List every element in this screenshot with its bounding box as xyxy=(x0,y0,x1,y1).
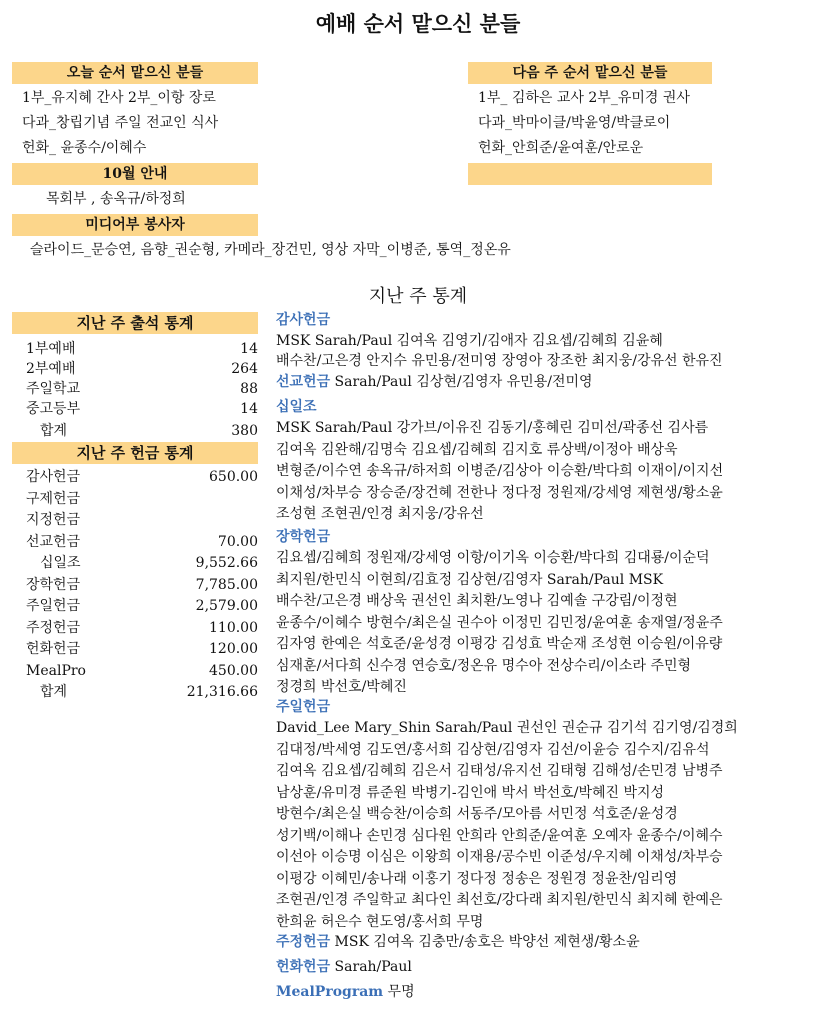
mission-label: 선교헌금 xyxy=(276,374,331,390)
next-line-1: 1부_ 김하은 교사 2부_유미경 권사 xyxy=(478,90,690,106)
october-line: 목회부 , 송옥규/하정희 xyxy=(46,191,186,207)
next-line-2: 다과_박마이클/박윤영/박클로이 xyxy=(478,115,671,131)
thanks-line-1: MSK Sarah/Paul 김여옥 김영기/김애자 김요셉/김혜희 김윤혜 xyxy=(276,333,663,349)
attendance-label: 1부예배 xyxy=(26,341,76,357)
donor-line: 조성현 조현권/인경 최지웅/강유선 xyxy=(276,506,484,522)
donor-line: 변형준/이수연 송옥규/하저희 이병준/김상아 이승환/박다희 이재이/이지선 xyxy=(276,463,724,479)
sunday-label: 주일헌금 xyxy=(276,699,331,715)
offering-label: 구제헌금 xyxy=(26,490,81,507)
stats-title: 지난 주 통계 xyxy=(368,286,468,307)
donor-line: 김요셉/김혜희 정원재/강세영 이항/이기옥 이승환/박다희 김대룡/이순덕 xyxy=(276,550,710,566)
jujeong-text: MSK 김여옥 김충만/송호은 박양선 제현생/황소윤 xyxy=(330,934,640,950)
next-line-3: 헌화_안희준/윤여훈/안로운 xyxy=(478,140,644,156)
offering-label: 주일헌금 xyxy=(26,598,81,614)
donor-line: 성기백/이해나 손민경 심다원 안희라 안희준/윤여훈 오예자 윤종수/이혜수 xyxy=(276,827,723,844)
flower-line xyxy=(276,957,412,977)
next-header: 다음 주 순서 맡으신 분들 xyxy=(468,62,712,84)
jujeong-label: 주정헌금 xyxy=(276,934,331,950)
attendance-value: 88 xyxy=(240,381,258,397)
offering-value: 110.00 xyxy=(209,619,258,636)
tithe-label: 십일조 xyxy=(276,399,317,415)
donor-line: 김대정/박세영 김도연/홍서희 김상현/김영자 김선/이윤승 김수지/김유석 xyxy=(276,741,710,758)
offering-value: 70.00 xyxy=(217,533,258,550)
donor-line: 김자영 한예은 석호준/윤성경 이평강 김성효 박순재 조성현 이승원/이유량 xyxy=(276,636,723,652)
offering-label: 장학헌금 xyxy=(26,576,81,593)
donor-line: MSK Sarah/Paul 강가브/이유진 김동기/홍혜린 김미선/곽종선 김사름 xyxy=(276,420,709,436)
donor-line: 김여옥 김요셉/김혜희 김은서 김태성/유지선 김태형 김해성/손민경 남병주 xyxy=(276,763,723,779)
today-line-1: 1부_유지혜 간사 2부_이항 장로 xyxy=(22,90,216,106)
thanks-label: 감사헌금 xyxy=(276,312,331,328)
donor-line: 한희윤 허은수 현도영/홍서희 무명 xyxy=(276,913,484,930)
jujeong-line xyxy=(276,932,640,952)
offering-label: MealPro xyxy=(26,662,86,679)
offering-header: 지난 주 헌금 통계 xyxy=(12,442,258,464)
offering-label: 감사헌금 xyxy=(26,469,81,485)
october-header: 10월 안내 xyxy=(12,163,258,185)
offering-value: 7,785.00 xyxy=(195,576,258,593)
offering-label: 선교헌금 xyxy=(26,533,81,550)
donor-line: 심재훈/서다희 신수경 연승호/정온유 명수아 전상수리/이소라 주민형 xyxy=(276,657,692,674)
donor-line: 이선아 이승명 이심은 이왕희 이재용/공수빈 이준성/우지혜 이채성/차부승 xyxy=(276,849,723,865)
attendance-label: 2부예배 xyxy=(26,361,76,377)
donor-line: 최지원/한민식 이현희/김효정 김상현/김영자 Sarah/Paul MSK xyxy=(276,571,664,588)
donor-line: David_Lee Mary_Shin Sarah/Paul 권선인 권순규 김기석 김기영/김경희 xyxy=(276,720,738,736)
attendance-label: 합계 xyxy=(40,423,68,439)
donor-line: 김여옥 김완해/김명숙 김요셉/김혜희 김지호 류상백/이정아 배상욱 xyxy=(276,441,678,458)
attendance-value: 14 xyxy=(240,401,258,417)
next-empty-bar xyxy=(468,163,712,185)
offering-value: 2,579.00 xyxy=(195,598,258,614)
media-line: 슬라이드_문승연, 음향_권순형, 카메라_장건민, 영상 자막_이병준, 통역_정온유 xyxy=(30,242,511,258)
today-line-3: 헌화_ 윤종수/이혜수 xyxy=(22,140,147,156)
offering-label: 헌화헌금 xyxy=(26,641,81,657)
donor-line: 정경희 박선호/박혜진 xyxy=(276,679,407,695)
flower-label: 헌화헌금 xyxy=(276,959,331,975)
today-header: 오늘 순서 맡으신 분들 xyxy=(12,62,258,84)
offering-label: 주정헌금 xyxy=(26,619,81,636)
mission-line xyxy=(276,372,593,392)
donor-line: 조현권/인경 주일학교 최다인 최선호/강다래 최지원/한민식 최지혜 한예은 xyxy=(276,892,723,908)
attendance-label: 중고등부 xyxy=(26,401,81,417)
today-line-2: 다과_창립기념 주일 전교인 식사 xyxy=(22,115,219,131)
offering-label: 지정헌금 xyxy=(26,512,81,528)
scholar-label: 장학헌금 xyxy=(276,529,331,545)
attendance-header: 지난 주 출석 통계 xyxy=(12,312,258,334)
offering-value: 9,552.66 xyxy=(195,555,258,571)
offering-label: 십일조 xyxy=(40,555,81,571)
thanks-line-2: 배수찬/고은경 안지수 유민용/전미영 장영아 장조한 최지웅/강유선 한유진 xyxy=(276,353,723,369)
offering-value: 450.00 xyxy=(209,662,258,679)
offering-value: 21,316.66 xyxy=(186,684,258,700)
flower-text: Sarah/Paul xyxy=(330,959,412,975)
donor-line: 남상훈/유미경 류준원 박병기-김인애 박서 박선호/박혜진 박지성 xyxy=(276,784,665,801)
donor-line: 이채성/차부승 장승준/장건혜 전한나 정다정 정원재/강세영 제현생/황소윤 xyxy=(276,484,723,501)
offering-value: 120.00 xyxy=(209,641,258,657)
attendance-label: 주일학교 xyxy=(26,381,81,397)
attendance-value: 264 xyxy=(231,361,258,377)
donor-line: 이평강 이혜민/송나래 이홍기 정다정 정송은 정원경 정윤찬/임리영 xyxy=(276,870,678,887)
donor-line: 방현수/최은실 백승찬/이승희 서동주/모아름 서민정 석호준/윤성경 xyxy=(276,806,678,822)
meal-line xyxy=(276,982,415,1002)
attendance-value: 380 xyxy=(231,423,258,439)
meal-label: MealProgram xyxy=(276,984,384,1000)
meal-text: 무명 xyxy=(383,984,415,1000)
attendance-value: 14 xyxy=(240,341,258,357)
page-title: 예배 순서 맡으신 분들 xyxy=(315,11,521,36)
mission-text: Sarah/Paul 김상현/김영자 유민용/전미영 xyxy=(330,374,593,390)
media-header: 미디어부 봉사자 xyxy=(12,214,258,236)
offering-label: 합계 xyxy=(40,684,68,700)
offering-value: 650.00 xyxy=(209,469,258,485)
donor-line: 윤종수/이혜수 방현수/최은실 권수아 이정민 김민정/윤여훈 송재열/정윤주 xyxy=(276,614,723,631)
donor-line: 배수찬/고은경 배상욱 권선인 최치환/노영나 김예솔 구강림/이정현 xyxy=(276,593,678,609)
